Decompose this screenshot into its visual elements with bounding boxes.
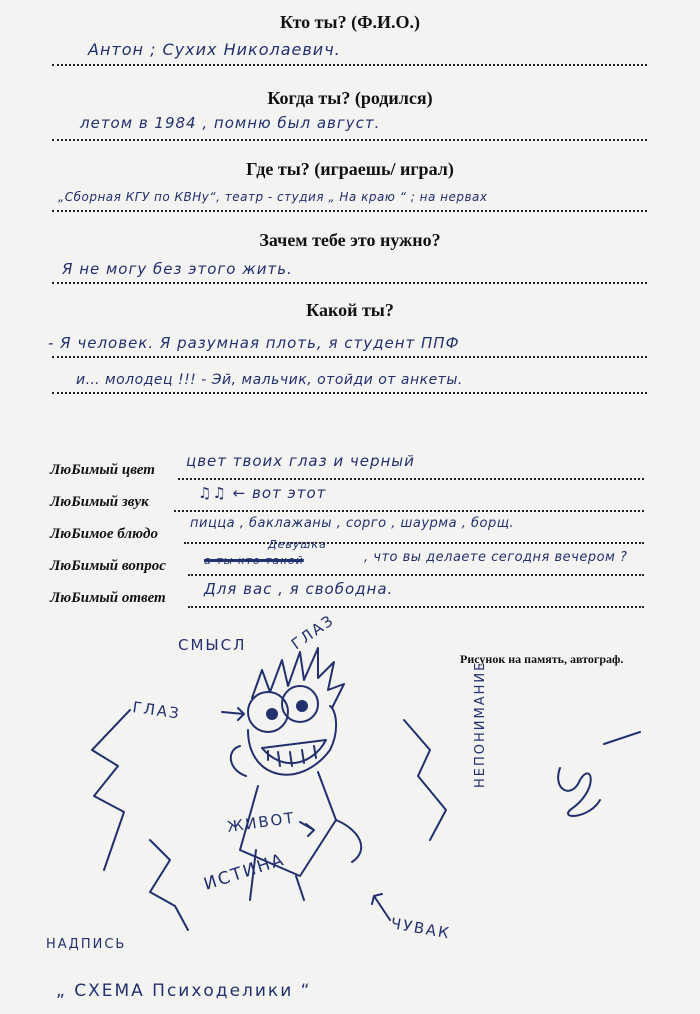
answer-line — [52, 282, 647, 284]
fav-question-answer: , что вы делаете сегодня вечером ? — [364, 550, 628, 565]
fav-color-label: ЛюБимый цвет — [50, 462, 155, 478]
fav-dish-answer: пицца , баклажаны , сорго , шаурма , борщ. — [190, 516, 515, 531]
doodle-drawing — [0, 600, 700, 1014]
drawing-caption: Рисунок на память, автограф. — [460, 652, 624, 666]
fav-sound-label: ЛюБимый звук — [50, 494, 149, 510]
hair-spikes — [252, 648, 344, 708]
answer-what-line1: - Я человек. Я разумная плоть, я студент ППФ — [48, 334, 460, 352]
answer-what-line2: и… молодец !!! - Эй, мальчик, отойди от анкеты. — [76, 372, 463, 388]
label-istina: ИСТИНА — [201, 849, 288, 895]
answer-line — [52, 392, 647, 394]
fav-line — [184, 542, 644, 544]
answer-line — [52, 139, 647, 141]
question-when-title: Когда ты? (родился) — [267, 88, 433, 108]
answer-when: летом в 1984 , помню был август. — [80, 114, 381, 132]
fav-dish-label: ЛюБимое блюдо — [50, 526, 158, 542]
fav-line — [174, 510, 644, 512]
fav-answer-answer: Для вас , я свободна. — [204, 580, 394, 598]
answer-line — [52, 210, 647, 212]
label-chuvak: ЧУВАК — [389, 914, 453, 943]
fav-question-label: ЛюБимый вопрос — [50, 558, 166, 574]
hand-chin — [231, 746, 246, 776]
label-glaz-top: ГЛАЗ — [287, 610, 338, 654]
answer-line — [52, 64, 647, 66]
fav-line — [188, 574, 644, 576]
fav-sound-answer: ♫♫ ← вот этот — [198, 484, 327, 502]
zigzag-right — [404, 720, 446, 840]
label-nadpis: НАДПИСЬ — [46, 937, 127, 952]
answer-who: Антон ; Сухих Николаевич. — [88, 40, 341, 59]
answer-where: „Сборная КГУ по КВНу“, театр - студия „ На краю “ ; на нервах — [58, 190, 488, 204]
question-who-title: Кто ты? (Ф.И.О.) — [279, 12, 421, 32]
label-glaz-left: ГЛАЗ — [131, 698, 182, 723]
question-what-title: Какой ты? — [306, 300, 394, 320]
signature-scribble — [558, 732, 640, 816]
label-schema: „ СХЕМА Психоделики “ — [56, 981, 312, 1001]
label-neponimanie: НЕПОНИМАНИЕ — [473, 660, 488, 788]
arm-right — [336, 820, 361, 862]
fav-line — [178, 478, 644, 480]
answer-line — [52, 356, 647, 358]
arrow-glaz — [222, 708, 244, 720]
answer-why: Я не могу без этого жить. — [62, 260, 293, 278]
question-why-title: Зачем тебе это нужно? — [259, 230, 441, 250]
label-zhivot: ЖИВОТ — [226, 808, 297, 836]
question-where-title: Где ты? (играешь/ играл) — [246, 159, 454, 179]
arrow-chuvak — [372, 894, 390, 920]
zigzag-bottom-left — [150, 840, 188, 930]
fav-color-answer: цвет твоих глаз и черный — [186, 452, 415, 470]
arrow-zhivot — [300, 822, 314, 836]
fav-question-struck: а ты кто такой — [204, 554, 304, 567]
zigzag-left — [92, 710, 130, 870]
label-smysl: СМЫСЛ — [178, 636, 247, 654]
fav-question-insert: Девушка — [268, 538, 327, 551]
mouth — [262, 740, 326, 763]
fav-answer-label: ЛюБимый ответ — [50, 590, 166, 606]
